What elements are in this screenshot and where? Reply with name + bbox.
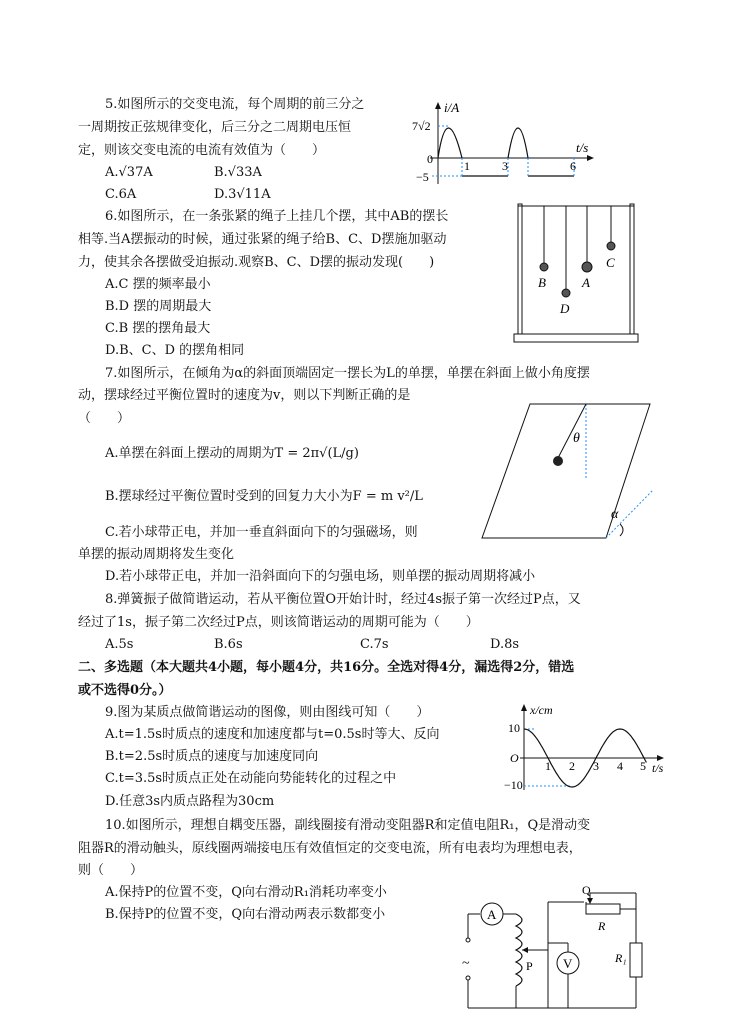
q7-line2: 动，摆球经过平衡位置时的速度为v，则以下判断正确的是 — [78, 388, 411, 403]
q9-tick-4: 4 — [617, 759, 623, 773]
q9-tick-3: 3 — [593, 759, 599, 773]
q9-option-b: B.t=2.5s时质点的速度与加速度同向 — [105, 749, 319, 764]
q9-option-c: C.t=3.5s时质点正处在动能向势能转化的过程之中 — [105, 771, 397, 786]
q8-line1: 8.弹簧振子做简谐运动，若从平衡位置O开始计时，经过4s振子第一次经过P点，又 — [105, 592, 581, 607]
q6-option-d: D.B、C、D 的摆角相同 — [105, 343, 245, 358]
q9-line1: 9.图为某质点做简谐运动的图像，则由图线可知（ ） — [105, 705, 430, 720]
q5-line1: 5.如图所示的交变电流，每个周期的前三分之 — [105, 97, 365, 112]
q8-option-d: D.8s — [490, 637, 520, 652]
q5-zero-label: 0 — [427, 152, 433, 166]
q7-alpha-label: α — [611, 507, 619, 522]
q6-pendulum-frame — [514, 200, 644, 352]
q5-option-b: B.√33A — [214, 165, 262, 180]
q7-option-c1: C.若小球带正电，并加一垂直斜面向下的匀强磁场，则 — [105, 525, 418, 540]
q6-label-d: D — [560, 301, 570, 316]
q10-line3: 则（ ） — [78, 863, 144, 878]
q10-r-label: R — [598, 919, 606, 933]
q5-current-graph — [410, 100, 600, 190]
q10-line1: 10.如图所示，理想自耦变压器，副线圈接有滑动变阻器R和定值电阻R₁，Q是滑动变 — [105, 818, 591, 833]
q5-option-a: A.√37A — [105, 165, 153, 180]
q6-label-b: B — [538, 275, 546, 290]
q5-option-c: C.6A — [105, 187, 137, 202]
q6-option-b: B.D 摆的周期最大 — [105, 299, 212, 314]
q5-neg-label: −5 — [416, 170, 429, 184]
q10-ammeter-label: A — [487, 907, 497, 922]
section-2-heading: 二、多选题（本大题共4小题，每小题4分，共16分。全选对得4分，漏选得2分，错选 — [78, 660, 575, 675]
q6-label-a: A — [582, 275, 590, 290]
q7-option-d: D.若小球带正电，并加一沿斜面向下的匀强电场，则单摆的振动周期将减小 — [105, 569, 536, 584]
q9-origin: O — [510, 751, 519, 765]
q9-shm-graph — [500, 702, 672, 794]
q6-line3: 力，使其余各摆做受迫振动.观察B、C、D摆的振动发现( ) — [78, 255, 435, 270]
q7-option-a: A.单摆在斜面上摆动的周期为T = 2π√(L/g) — [105, 446, 359, 461]
q5-tick-6: 6 — [570, 159, 576, 173]
q5-option-d: D.3√11A — [214, 187, 271, 202]
q6-line2: 相等.当A摆振动的时候，通过张紧的绳子给B、C、D摆施加驱动 — [78, 232, 447, 247]
q9-option-a: A.t=1.5s时质点的速度和加速度都与t=0.5s时等大、反向 — [105, 727, 440, 742]
q10-p-label: P — [526, 959, 533, 973]
q10-transformer-circuit — [458, 883, 658, 1016]
q10-option-a: A.保持P的位置不变，Q向右滑动R₁消耗功率变小 — [105, 885, 387, 900]
q10-r1-label: R₁ — [615, 951, 627, 965]
q8-option-c: C.7s — [360, 637, 389, 652]
q5-tick-1: 1 — [464, 159, 470, 173]
q10-ac-source: ~ — [462, 956, 470, 971]
q5-peak-label: 7√2 — [412, 119, 431, 133]
q9-tick-1: 1 — [545, 759, 551, 773]
q7-theta-label: θ — [573, 431, 580, 446]
q7-line1: 7.如图所示，在倾角为α的斜面顶端固定一摆长为L的单摆，单摆在斜面上做小角度摆 — [105, 366, 590, 381]
q5-tick-3: 3 — [502, 159, 508, 173]
q6-option-c: C.B 摆的摆角最大 — [105, 321, 211, 336]
q9-x-label: t/s — [652, 761, 664, 775]
q5-x-label: t/s — [576, 140, 589, 155]
q7-incline-diagram — [478, 400, 658, 545]
q8-line2: 经过了1s，振子第二次经过P点，则该简谐运动的周期可能为（ ） — [78, 615, 479, 630]
q9-tick-2: 2 — [569, 759, 575, 773]
q10-option-b: B.保持P的位置不变，Q向右滑动两表示数都变小 — [105, 907, 386, 922]
q7-option-c2: 单摆的振动周期将发生变化 — [78, 547, 235, 562]
section-2-heading-cont: 或不选得0分。） — [78, 683, 172, 698]
q7-option-b: B.摆球经过平衡位置时受到的回复力大小为F = m v²/L — [105, 489, 423, 504]
q5-line2: 一周期按正弦规律变化，后三分之二周期电压恒 — [78, 120, 352, 135]
q6-line1: 6.如图所示，在一条张紧的绳子上挂几个摆，其中AB的摆长 — [105, 209, 449, 224]
q9-y-top: 10 — [508, 721, 520, 735]
q7-line3: （ ） — [78, 411, 131, 426]
q9-option-d: D.任意3s内质点路程为30cm — [105, 794, 275, 809]
q10-line2: 阻器R的滑动触头，原线圈两端接电压有效值恒定的交变电流，所有电表均为理想电表， — [78, 841, 582, 856]
q9-tick-5: 5 — [640, 759, 646, 773]
q6-option-a: A.C 摆的频率最小 — [105, 277, 211, 292]
q6-label-c: C — [606, 255, 615, 270]
q8-option-b: B.6s — [214, 637, 243, 652]
q10-voltmeter-label: V — [563, 956, 573, 971]
q5-y-label: i/A — [444, 100, 460, 115]
q8-option-a: A.5s — [105, 637, 134, 652]
q10-q-label: Q — [582, 883, 591, 897]
q5-line3: 定，则该交变电流的电流有效值为（ ） — [78, 143, 326, 158]
q9-y-label: x/cm — [530, 703, 553, 717]
q9-y-bot: −10 — [504, 778, 523, 792]
